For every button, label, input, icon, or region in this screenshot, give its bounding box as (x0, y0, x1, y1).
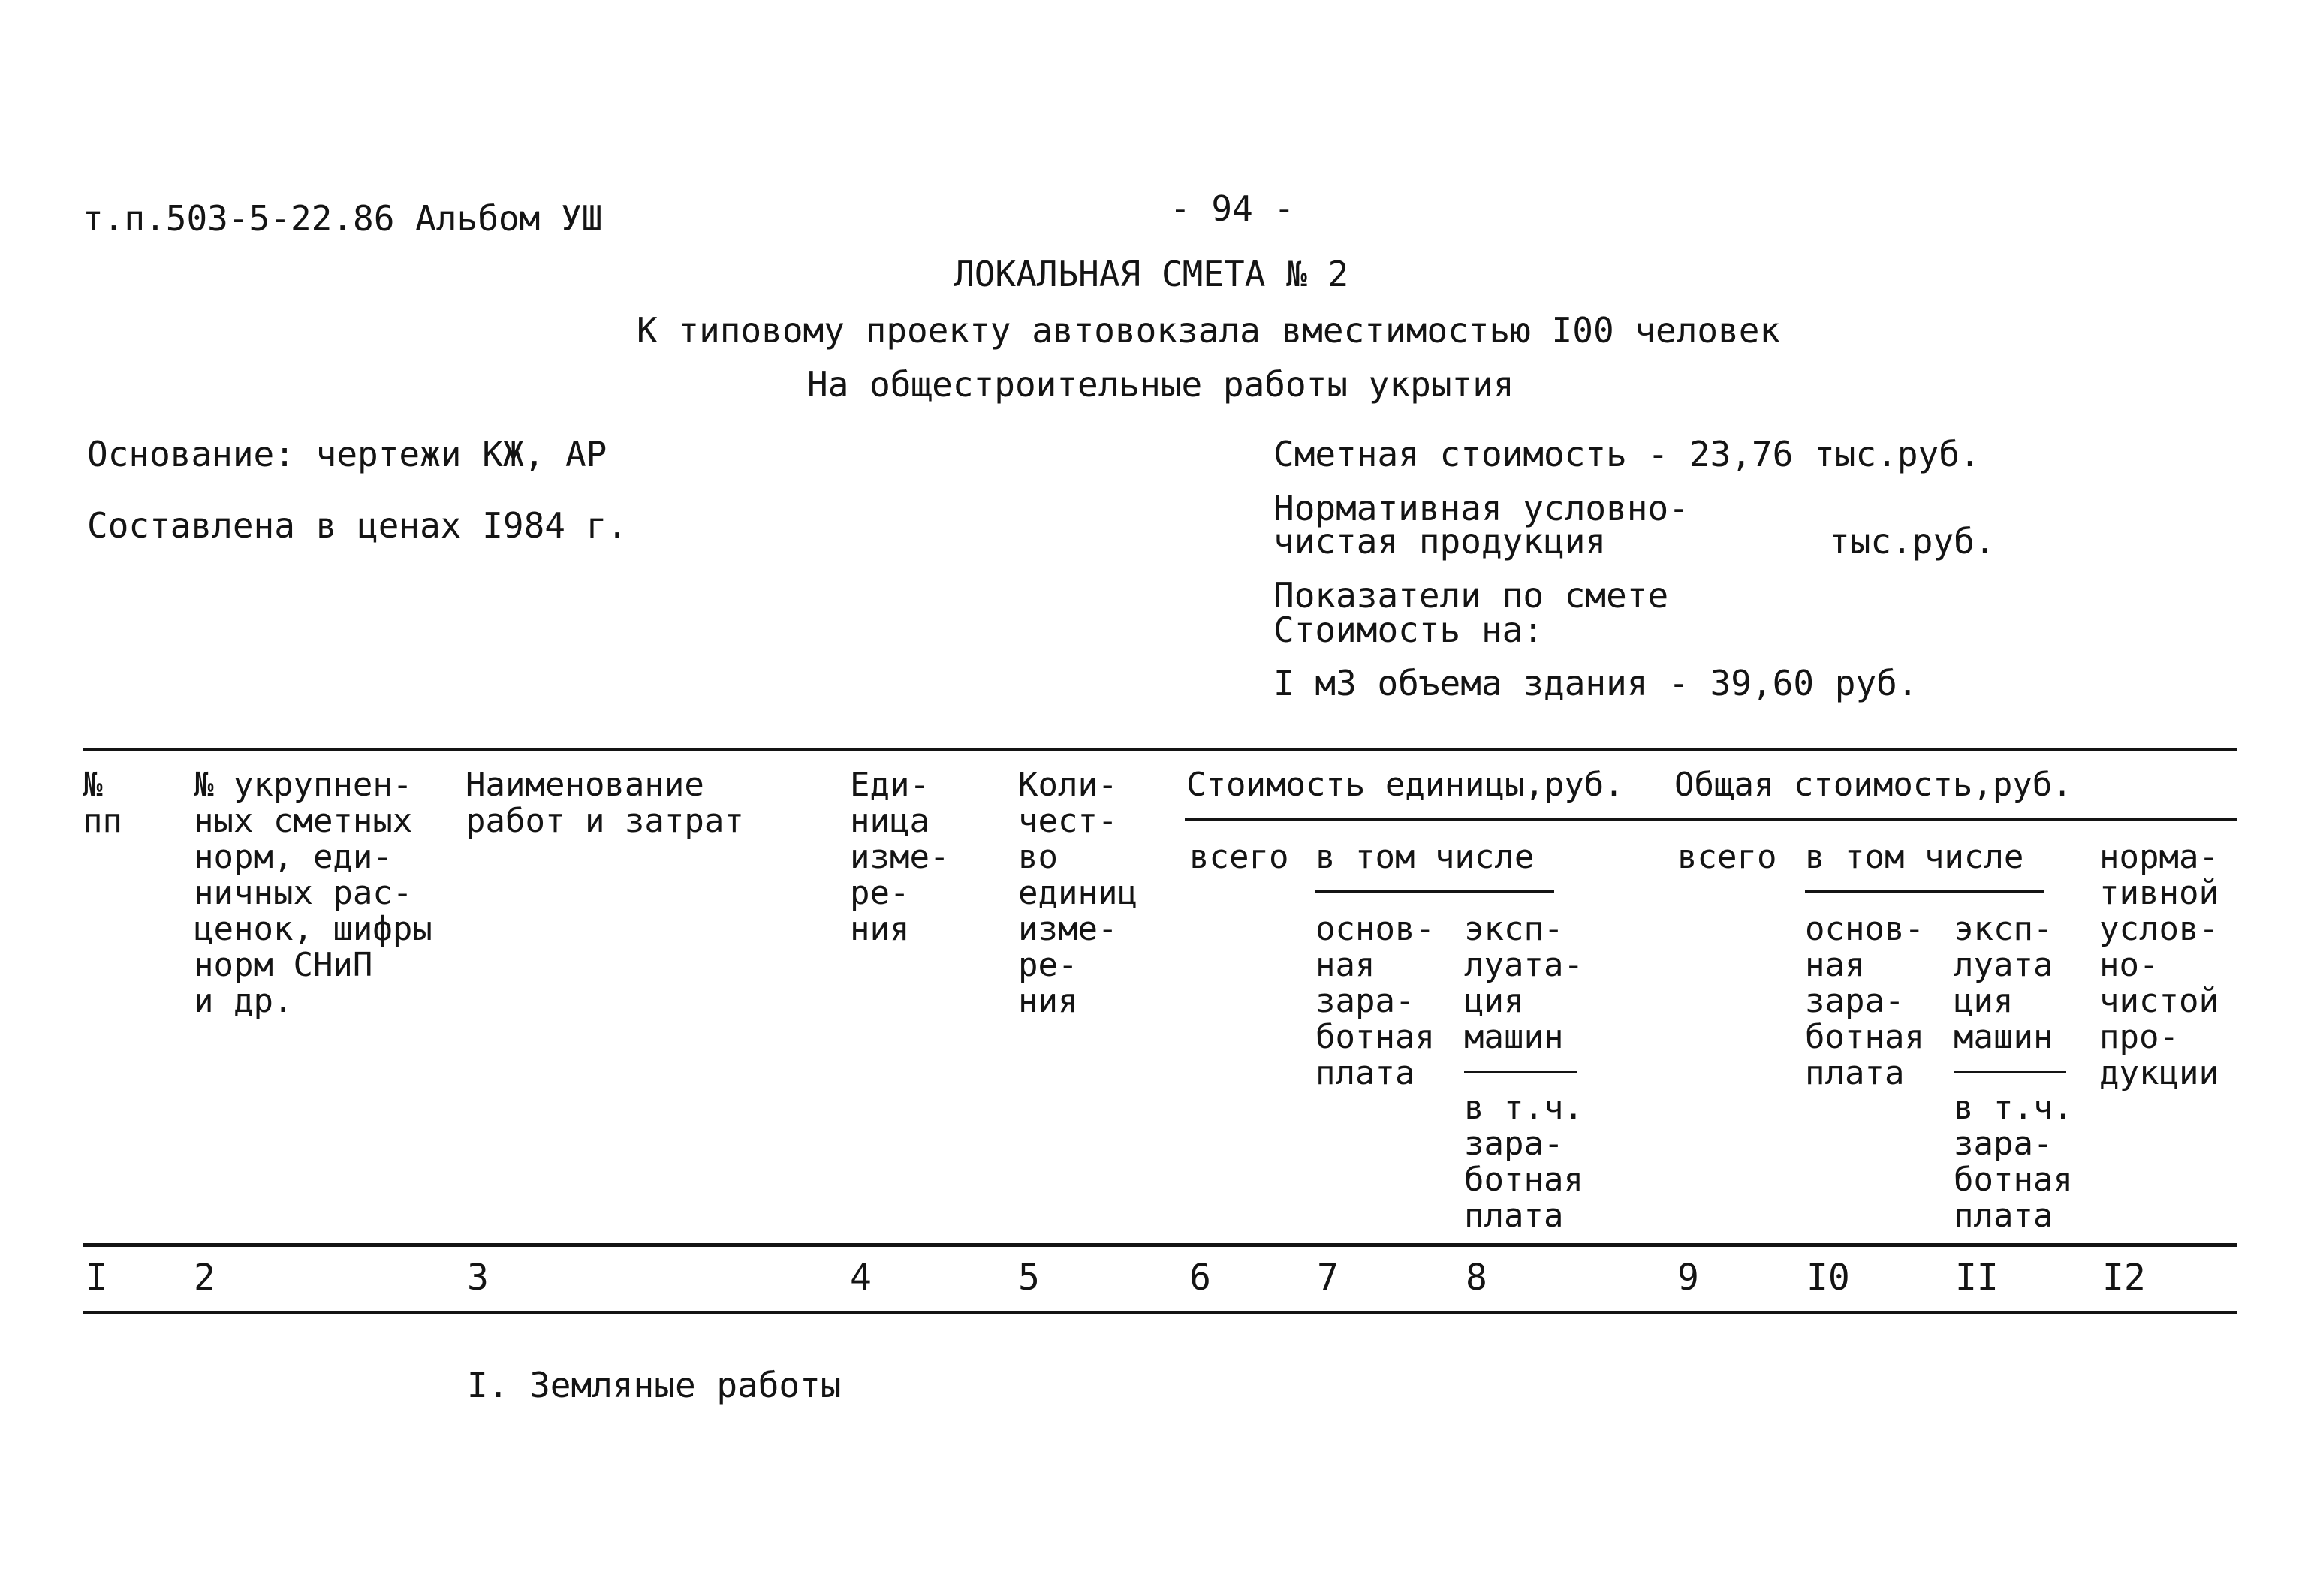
header-unit-machines: эксп- луата- ция машин (1464, 910, 1583, 1056)
header-total-cost-group: Общая стоимость,руб. (1674, 766, 2072, 804)
normative-product-label-1: Нормативная условно- (1273, 488, 1689, 528)
column-number: I (86, 1257, 107, 1299)
column-number: 2 (194, 1257, 215, 1299)
header-normative-product: норма- тивной услов- но- чистой про- дукции (2099, 838, 2219, 1092)
header-bottom-rule (83, 1243, 2237, 1247)
basis-text: Основание: чертежи КЖ, АР (87, 434, 607, 474)
header-unit-cost-group: Стоимость единицы,руб. (1186, 766, 1624, 804)
indicators-label: Показатели по смете (1273, 575, 1669, 616)
column-number: 4 (850, 1257, 872, 1299)
header-work-name: Наименование работ и затрат (466, 766, 744, 840)
header-unit-incl: в том числе (1315, 838, 1535, 876)
header-total-incl: в том числе (1805, 838, 2024, 876)
unit-machines-rule (1464, 1071, 1577, 1073)
total-incl-rule (1805, 890, 2044, 893)
table-top-rule (83, 748, 2237, 751)
column-number: 7 (1317, 1257, 1339, 1299)
unit-incl-rule (1315, 890, 1554, 893)
normative-product-label-2: чистая продукция (1273, 521, 1607, 562)
column-number: I0 (1806, 1257, 1850, 1299)
header-unit-wage: основ- ная зара- ботная плата (1315, 910, 1435, 1092)
document-subtitle-works: На общестроительные работы укрытия (807, 364, 1514, 405)
document-subtitle-project: К типовому проекту автовокзала вместимостью I00 человек (637, 310, 1781, 351)
numbers-bottom-rule (83, 1311, 2237, 1314)
document-title: ЛОКАЛЬНАЯ СМЕТА № 2 (954, 254, 1349, 294)
total-machines-rule (1954, 1071, 2066, 1073)
cost-group-rule (1185, 818, 2237, 821)
column-number: I2 (2102, 1257, 2146, 1299)
header-quantity: Коли- чест- во единиц изме- ре- ния (1018, 766, 1137, 1020)
header-unit-total: всего (1189, 838, 1289, 876)
header-row-number: № пп (83, 766, 122, 840)
estimated-cost: Сметная стоимость - 23,76 тыс.руб. (1273, 434, 1981, 474)
column-number: 3 (467, 1257, 489, 1299)
column-number: 6 (1189, 1257, 1211, 1299)
page-number: - 94 - (1170, 188, 1295, 229)
column-number: 9 (1677, 1257, 1699, 1299)
header-total-total: всего (1677, 838, 1777, 876)
section-title: I. Земляные работы (467, 1365, 842, 1405)
normative-product-unit: тыс.руб. (1829, 521, 1996, 562)
cost-per-m3: I м3 объема здания - 39,60 руб. (1273, 663, 1918, 703)
header-norm-codes: № укрупнен- ных сметных норм, еди- ничных рас- ценок, шифры норм СНиП и др. (194, 766, 432, 1020)
column-number: II (1955, 1257, 1999, 1299)
header-unit-machines-wage: в т.ч. зара- ботная плата (1464, 1089, 1583, 1235)
header-total-machines: эксп- луата ция машин (1954, 910, 2053, 1056)
column-number: 5 (1018, 1257, 1040, 1299)
header-total-machines-wage: в т.ч. зара- ботная плата (1954, 1089, 2073, 1235)
prices-text: Составлена в ценах I984 г. (87, 505, 628, 546)
column-number: 8 (1466, 1257, 1487, 1299)
header-total-wage: основ- ная зара- ботная плата (1805, 910, 1924, 1092)
document-reference: т.п.503-5-22.86 Альбом УШ (83, 198, 603, 239)
cost-per-label: Стоимость на: (1273, 610, 1544, 650)
header-unit: Еди- ница изме- ре- ния (850, 766, 950, 948)
